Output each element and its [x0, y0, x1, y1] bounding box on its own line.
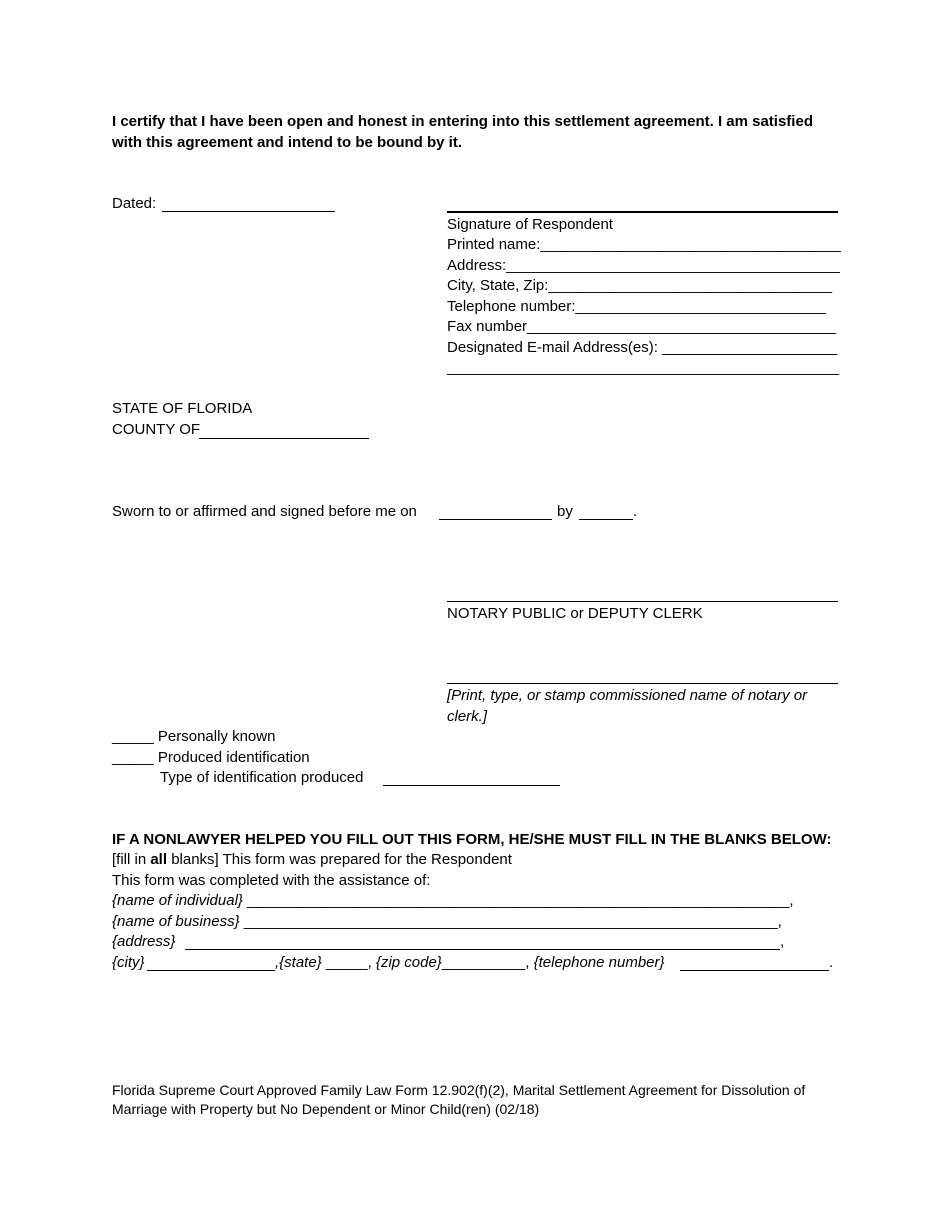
telephone-number-blank[interactable]: [680, 970, 829, 971]
certification-line-2: with this agreement and intend to be bound by it.: [112, 134, 463, 151]
county-blank[interactable]: [199, 438, 369, 439]
personally-known-option[interactable]: _____ Personally known: [112, 728, 276, 745]
notary-print-instruction-1: [Print, type, or stamp commissioned name of notary or: [447, 687, 808, 704]
city-label: {city}: [112, 954, 145, 971]
sworn-period: .: [633, 503, 638, 520]
address-label: {address}: [112, 933, 176, 950]
footer-line-2: Marriage with Property but No Dependent or Minor Child(ren) (02/18): [112, 1101, 540, 1117]
zip-code-label: {zip code}: [371, 954, 442, 971]
produced-identification-option[interactable]: _____ Produced identification: [112, 749, 310, 766]
telephone-field[interactable]: Telephone number:______________________________: [447, 298, 826, 315]
state-blank[interactable]: _____,: [321, 954, 372, 971]
fax-field[interactable]: Fax number_____________________________________: [447, 318, 836, 335]
fill-bold-all: all: [150, 851, 168, 868]
printed-name-field[interactable]: Printed name:____________________________________: [447, 236, 841, 253]
fill-suffix: blanks] This form was prepared for the Respondent: [167, 851, 512, 868]
completed-with-assistance: This form was completed with the assistance of:: [112, 872, 431, 889]
telephone-number-label: {telephone number}: [529, 954, 665, 971]
certification-line-1: I certify that I have been open and honest in entering into this settlement agreement. I am satisfied: [112, 113, 813, 130]
nonlawyer-heading: IF A NONLAWYER HELPED YOU FILL OUT THIS FORM, HE/SHE MUST FILL IN THE BLANKS BELOW:: [112, 831, 832, 848]
zip-code-blank[interactable]: __________,: [441, 954, 530, 971]
address-field[interactable]: Address:________________________________________: [447, 257, 840, 274]
email-field[interactable]: Designated E-mail Address(es): _____________________: [447, 339, 838, 356]
email-extra-line[interactable]: _______________________________________________: [447, 359, 840, 376]
sworn-by-label: by: [557, 503, 573, 520]
fill-in-all-blanks-line: [112, 850, 512, 870]
state-label-inline: ,{state}: [275, 954, 322, 971]
city-blank[interactable]: [147, 970, 275, 971]
notary-name-line[interactable]: [447, 683, 838, 684]
notary-title: NOTARY PUBLIC or DEPUTY CLERK: [447, 605, 703, 622]
footer-line-1: Florida Supreme Court Approved Family Law Form 12.902(f)(2), Marital Settlement Agreement for Dissolution of: [112, 1082, 806, 1098]
sworn-by-blank[interactable]: [579, 519, 633, 520]
sworn-text: Sworn to or affirmed and signed before me on: [112, 503, 417, 520]
name-of-business-row[interactable]: [112, 912, 782, 932]
type-of-identification-label: Type of identification produced: [160, 769, 364, 786]
name-of-individual-row[interactable]: [112, 891, 794, 911]
address-end-comma: ,: [780, 933, 785, 950]
notary-print-instruction-2: clerk.]: [447, 708, 488, 725]
identification-type-blank[interactable]: [383, 785, 560, 786]
name-of-individual-blank[interactable]: _________________________________________________________________,: [242, 892, 794, 909]
dated-label: Dated:: [112, 195, 157, 212]
state-label: STATE OF FLORIDA: [112, 400, 253, 417]
county-label: COUNTY OF: [112, 421, 201, 438]
signature-of-respondent-label: Signature of Respondent: [447, 216, 613, 233]
sworn-date-blank[interactable]: [439, 519, 552, 520]
respondent-signature-line[interactable]: [447, 211, 838, 213]
city-state-zip-field[interactable]: City, State, Zip:__________________________________: [447, 277, 833, 294]
state-zip-row[interactable]: [275, 953, 665, 973]
notary-signature-line[interactable]: [447, 601, 838, 602]
assistant-address-blank[interactable]: [185, 949, 780, 950]
name-of-business-label: {name of business}: [112, 913, 240, 930]
telephone-end-period: .: [829, 954, 834, 971]
name-of-business-blank[interactable]: ________________________________________________________________,: [239, 913, 782, 930]
fill-prefix: [fill in: [112, 851, 151, 868]
name-of-individual-label: {name of individual}: [112, 892, 243, 909]
dated-blank[interactable]: [162, 211, 335, 212]
